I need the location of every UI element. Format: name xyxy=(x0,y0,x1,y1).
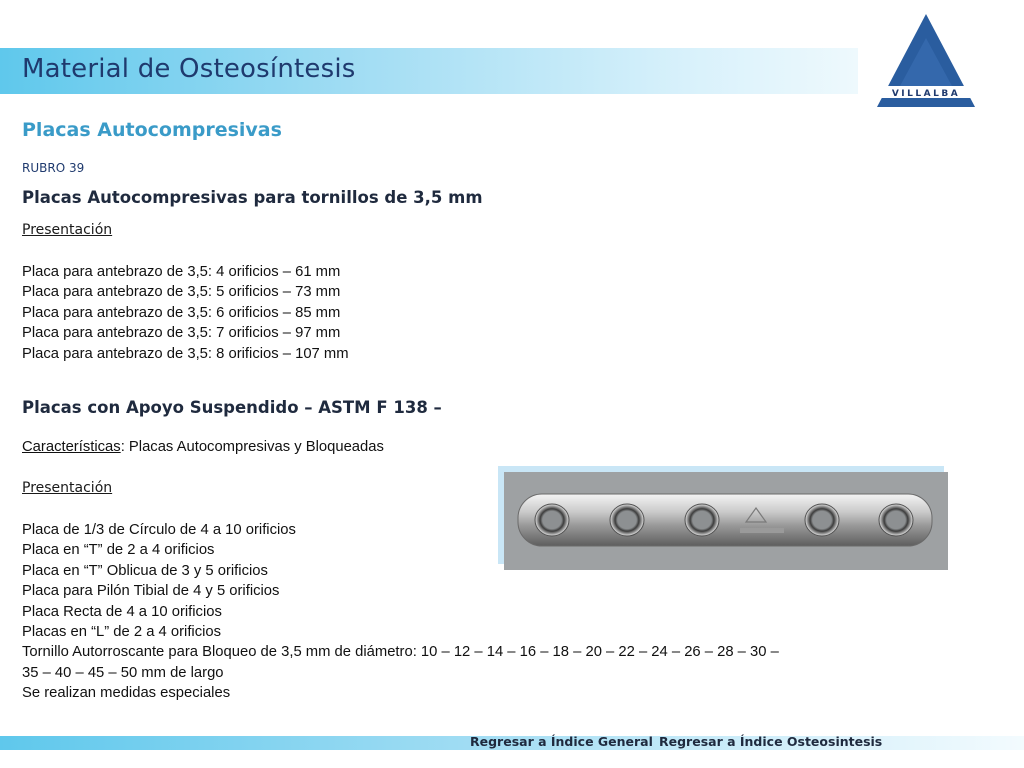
logo-text: VILLALBA xyxy=(891,89,961,99)
list-item: 35 – 40 – 45 – 50 mm de largo xyxy=(22,664,224,681)
bone-plate-photo xyxy=(504,472,948,570)
rubro-label: RUBRO 39 xyxy=(22,161,85,175)
block1-presentation-label: Presentación xyxy=(22,222,113,238)
villalba-logo-icon xyxy=(872,10,980,110)
list-item: Placa de 1/3 de Círculo de 4 a 10 orificios xyxy=(22,522,296,538)
list-item: Placa para antebrazo de 3,5: 7 orificios – 97 mm xyxy=(22,325,341,342)
back-to-osteosintesis-index-link[interactable]: Regresar a Índice Osteosintesis xyxy=(659,734,883,749)
block1-list xyxy=(22,262,349,364)
back-to-general-index-link[interactable]: Regresar a Índice General xyxy=(470,734,653,749)
list-item: Placas en “L” de 2 a 4 orificios xyxy=(22,624,222,641)
characteristics-line xyxy=(22,439,384,455)
characteristics-value: : Placas Autocompresivas y Bloqueadas xyxy=(120,439,384,455)
list-item: Placa en “T” de 2 a 4 orificios xyxy=(22,542,215,559)
block1-heading: Placas Autocompresivas para tornillos de 3,5 mm xyxy=(22,188,483,207)
characteristics-label: Características xyxy=(22,439,121,455)
list-item: Placa para Pilón Tibial de 4 y 5 orificios xyxy=(22,583,280,600)
list-item: Placa para antebrazo de 3,5: 4 orificios – 61 mm xyxy=(22,264,341,280)
block2-heading: Placas con Apoyo Suspendido – ASTM F 138 – xyxy=(22,398,442,417)
page-title: Material de Osteosíntesis xyxy=(22,54,356,84)
list-item: Placa para antebrazo de 3,5: 8 orificios – 107 mm xyxy=(22,345,349,362)
block2-presentation-label: Presentación xyxy=(22,480,113,496)
list-item: Placa para antebrazo de 3,5: 5 orificios – 73 mm xyxy=(22,284,341,301)
list-item: Placa para antebrazo de 3,5: 6 orificios – 85 mm xyxy=(22,304,341,321)
list-item: Placa Recta de 4 a 10 orificios xyxy=(22,603,222,620)
section-title: Placas Autocompresivas xyxy=(22,119,282,141)
list-item: Se realizan medidas especiales xyxy=(22,685,231,702)
bone-plate-icon xyxy=(504,472,948,570)
list-item: Tornillo Autorroscante para Bloqueo de 3,5 mm de diámetro: 10 – 12 – 14 – 16 – 18 – 20 – 22 – 24 – 26 – 28 – 30 – xyxy=(22,644,779,661)
list-item: Placa en “T” Oblicua de 3 y 5 orificios xyxy=(22,562,268,579)
